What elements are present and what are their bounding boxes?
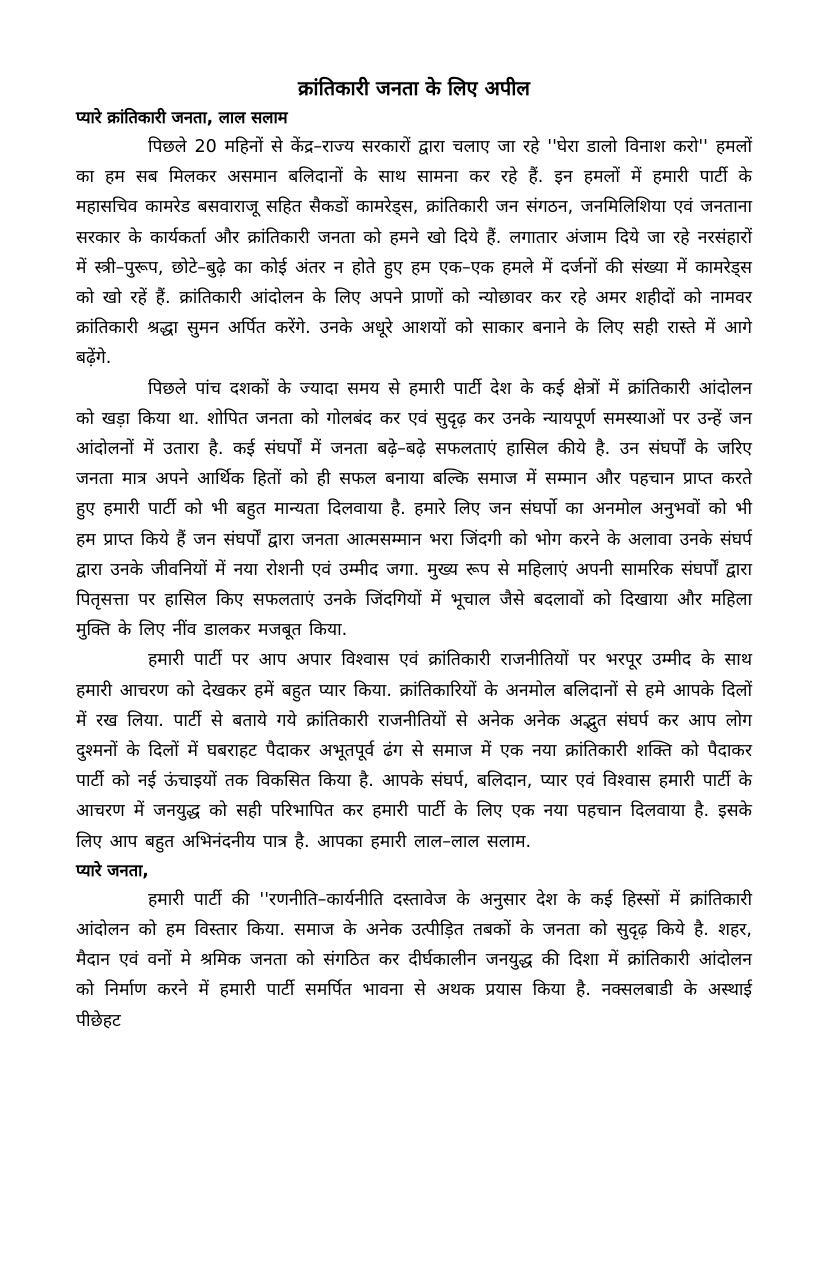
document-title: क्रांतिकारी जनता के लिए अपील bbox=[298, 76, 530, 100]
paragraph-2: पिछले पांच दशकों के ज्यादा समय से हमारी पार्टी देश के कई क्षेत्रों में क्रांतिकारी आंदोलन को खड़ा किया था. शोपित जनता को गोलबंद कर एवं सुदृढ़ कर उनके न्यायपूर्ण समस्याओं पर उन्हें जन आंदोलनों में उतारा है. कई संघर्पों में जनता बढ़े–बढ़े सफलताएं हासिल कीये है. उन संघर्पों के जरिए जनता मात्र अपने आर्थिक हितों को ही सफल बनाया बल्कि समाज में सम्मान और पहचान प्राप्त करते हुए हमारी पार्टी को भी बहुत मान्यता दिलवाया है. हमारे लिए जन संघर्पो का अनमोल अनुभवों को भी हम प्राप्त किये हैं जन संघर्पों द्वारा जनता आत्मसम्मान भरा जिंदगी को भोग करने के अलावा उनके संघर्प द्वारा उनके जीवनियों में नया रोशनी एवं उम्मीद जगा. मुख्य रूप से महिलाएं अपनी सामरिक संघर्पों द्वारा पितृसत्ता पर हासिल किए सफलताएं उनके जिंदगियों में भूचाल जैसे बदलावों को दिखाया और महिला मुक्ति के लिए नींव डालकर मजबूत किया. bbox=[76, 378, 752, 641]
paragraph-3: हमारी पार्टी पर आप अपार विश्वास एवं क्रांतिकारी राजनीतियों पर भरपूर उम्मीद के साथ हमारी आचरण को देखकर हमें बहुत प्यार किया. क्रांतिकारियों के अनमोल बलिदानों से हमे आपके दिलों में रख लिया. पार्टी से बताये गये क्रांतिकारी राजनीतियों से अनेक अनेक अद्भुत संघर्प कर आप लोग दुश्मनों के दिलों में घबराहट पैदाकर अभूतपूर्व ढंग से समाज में एक नया क्रांतिकारी शक्ति को पैदाकर पार्टी को नई ऊंचाइयों तक विकसित किया है. आपके संघर्प, बलिदान, प्यार एवं विश्वास हमारी पार्टी के आचरण में जनयुद्ध को सही परिभापित कर हमारी पार्टी के लिए एक नया पहचान दिलवाया है. इसके लिए आप बहुत अभिनंदनीय पात्र है. आपका हमारी लाल–लाल सलाम. bbox=[76, 650, 752, 852]
salutation-people: प्यारे जनता, bbox=[76, 860, 149, 880]
salutation-comrades: प्यारे क्रांतिकारी जनता, लाल सलाम bbox=[76, 108, 288, 127]
paragraph-1: पिछले 20 महिनों से केंद्र–राज्य सरकारों द्वारा चलाए जा रहे ''घेरा डालो विनाश करो'' हमलों का हम सब मिलकर असमान बलिदानों के साथ सामना कर रहे हैं. इन हमलों में हमारी पार्टी के महासचिव कामरेड बसवाराजू सहित सैकडों कामरेड्स, क्रांतिकारी जन संगठन, जनमिलिशिया एवं जनताना सरकार के कार्यकर्ता और क्रांतिकारी जनता को हमने खो दिये हैं. लगातार अंजाम दिये जा रहे नरसंहारों में स्त्री–पुरूप, छोटे–बुढ़े का कोई अंतर न होते हुए हम एक–एक हमले में दर्जनों की संख्या में कामरेड्स को खो रहें हैं. क्रांतिकारी आंदोलन के लिए अपने प्राणों को न्योछावर कर रहे अमर शहीदों को नामवर क्रांतिकारी श्रद्धा सुमन अर्पित करेंगे. उनके अधूरे आशयों को साकार बनाने के लिए सही रास्ते में आगे बढ़ेंगे. bbox=[76, 137, 752, 369]
paragraph-4: हमारी पार्टी की ''रणनीति–कार्यनीति दस्तावेज के अनुसार देश के कई हिस्सों में क्रांतिकारी आंदोलन को हम विस्तार किया. समाज के अनेक उत्पीड़ित तबकों के जनता को सुदृढ़ किये है. शहर, मैदान एवं वनों मे श्रमिक जनता को संगठित कर दीर्घकालीन जनयुद्ध की दिशा में क्रांतिकारी आंदोलन को निर्माण करने में हमारी पार्टी समर्पित भावना से अथक प्रयास किया है. नक्सलबाडी के अस्थाई पीछेहट bbox=[76, 889, 752, 1031]
document-page bbox=[76, 72, 752, 1036]
